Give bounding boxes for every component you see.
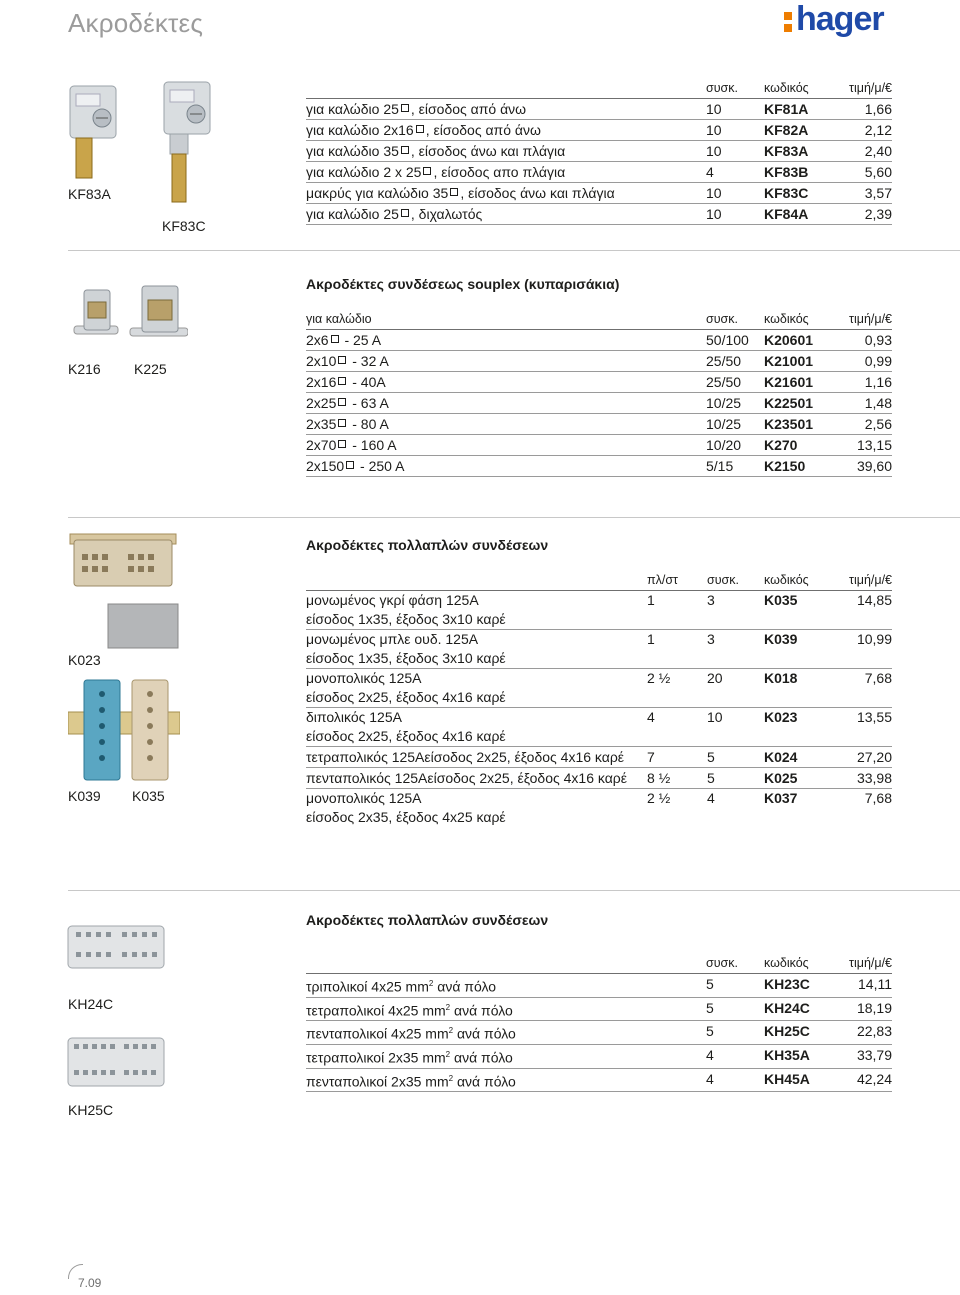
section-divider xyxy=(68,517,960,518)
row-desc-line1: πενταπολικός 125Aείσοδος 2x25, έξοδος 4x16 καρέ xyxy=(306,770,628,786)
row-price: 14,85 xyxy=(828,591,892,630)
square-mm-icon xyxy=(401,146,409,154)
table-row xyxy=(306,141,892,162)
row-pack: 5 xyxy=(707,768,764,789)
row-pack: 3 xyxy=(707,591,764,630)
section-divider xyxy=(68,890,960,891)
header-code: κωδικός xyxy=(764,953,828,974)
row-pack: 10 xyxy=(706,204,764,225)
row-code: K025 xyxy=(764,768,828,789)
row-pack: 10 xyxy=(706,99,764,120)
caption-k039: K039 xyxy=(68,788,101,804)
table-row xyxy=(306,669,892,708)
row-desc-end: , είσοδος από άνω xyxy=(410,101,527,117)
row-desc-line1: τετραπολικός 125Aείσοδος 2x25, έξοδος 4x16 καρέ xyxy=(306,749,625,765)
terminal-kf83a-image xyxy=(62,82,124,192)
square-mm-icon xyxy=(338,419,346,427)
table-row xyxy=(306,351,892,372)
row-desc-line2: είσοδος 2x35, έξοδος 4x25 καρέ xyxy=(306,809,506,825)
row-price: 3,57 xyxy=(828,183,892,204)
row-pack: 5 xyxy=(706,997,764,1021)
row-desc-line1: μονοπολικός 125A xyxy=(306,670,422,686)
multi-connection-table xyxy=(306,570,892,827)
row-desc-line1: μονωμένος γκρί φάση 125A xyxy=(306,592,479,608)
row-price: 14,11 xyxy=(828,974,892,998)
row-desc: για καλώδιο 25 xyxy=(306,101,399,117)
page-number: 7.09 xyxy=(78,1276,102,1290)
table-row xyxy=(306,789,892,828)
header-price: τιμή/μ/€ xyxy=(828,309,892,330)
row-poles: 2 ½ xyxy=(647,669,707,708)
header-code: κωδικός xyxy=(764,78,828,99)
row-desc-end: , είσοδος άνω και πλάγια xyxy=(410,143,566,159)
row-pack: 3 xyxy=(707,630,764,669)
table-header-row xyxy=(306,78,892,99)
row-code: KH25C xyxy=(764,1021,828,1045)
row-desc-end: - 25 A xyxy=(340,332,382,348)
caption-k035: K035 xyxy=(132,788,165,804)
row-price: 5,60 xyxy=(828,162,892,183)
row-desc-line1: μονωμένος μπλε ουδ. 125A xyxy=(306,631,479,647)
square-mm-icon xyxy=(416,125,424,133)
row-code: KH24C xyxy=(764,997,828,1021)
row-price: 7,68 xyxy=(864,790,892,806)
caption-k225: K225 xyxy=(134,361,167,377)
table-row xyxy=(306,393,892,414)
row-pack: 10/25 xyxy=(706,414,764,435)
section-divider xyxy=(68,250,960,251)
row-pack: 4 xyxy=(706,1044,764,1068)
row-code: KF83A xyxy=(764,141,828,162)
page-title: Ακροδέκτες xyxy=(68,8,204,38)
header-price: τιμή/μ/€ xyxy=(828,78,892,99)
row-code: KH45A xyxy=(764,1068,828,1092)
row-price: 2,56 xyxy=(828,414,892,435)
row-code: KF83C xyxy=(764,183,828,204)
row-desc: 2x6 xyxy=(306,332,329,348)
table-header-row xyxy=(306,953,892,974)
caption-kf83c: KF83C xyxy=(162,218,206,234)
table-row xyxy=(306,414,892,435)
row-price: 18,19 xyxy=(828,997,892,1021)
terminal-kf83c-image xyxy=(158,78,218,208)
row-desc: για καλώδιο 2x16 xyxy=(306,122,414,138)
row-desc: 2x35 xyxy=(306,416,337,432)
row-code: K024 xyxy=(764,747,828,768)
row-pack: 10 xyxy=(706,141,764,162)
row-desc-end: ανά πόλο xyxy=(433,978,497,995)
logo-text: hager xyxy=(796,0,884,38)
row-code: K21601 xyxy=(764,372,828,393)
table-header-row xyxy=(306,570,892,591)
row-code: K039 xyxy=(764,630,828,669)
row-code: KH23C xyxy=(764,974,828,998)
row-pack: 20 xyxy=(707,669,764,708)
table-row xyxy=(306,591,892,630)
row-code: K018 xyxy=(764,669,828,708)
row-desc-end: - 250 A xyxy=(356,458,405,474)
header-code: κωδικός xyxy=(764,570,828,591)
table-row xyxy=(306,162,892,183)
section-title-multi-1: Ακροδέκτες πολλαπλών συνδέσεων xyxy=(306,537,549,553)
row-price: 27,20 xyxy=(828,747,892,768)
souplex-terminals-image xyxy=(70,284,188,348)
square-mm-icon xyxy=(338,398,346,406)
section-title-souplex: Ακροδέκτες συνδέσεως souplex (κυπαρισάκια) xyxy=(306,276,620,292)
kh-terminals-table xyxy=(306,953,892,1092)
table-row: πενταπολικοί 4x25 $mm^2$ ανά πόλο 5 KH25C 22,83 xyxy=(306,1021,892,1045)
row-code: KF82A xyxy=(764,120,828,141)
row-desc-line2: είσοδος 1x35, έξοδος 3x10 καρέ xyxy=(306,650,506,666)
row-desc: μακρύς για καλώδιο 35 xyxy=(306,185,449,201)
table-row xyxy=(306,630,892,669)
row-desc-line2: είσοδος 2x25, έξοδος 4x16 καρέ xyxy=(306,689,506,705)
row-price: 33,98 xyxy=(828,768,892,789)
terminal-k023-image xyxy=(68,528,180,650)
row-price: 1,16 xyxy=(828,372,892,393)
row-desc-end: , είσοδος απο πλάγια xyxy=(433,164,566,180)
row-code: K023 xyxy=(764,708,828,747)
row-price: 42,24 xyxy=(828,1068,892,1092)
row-desc-line1: διπολικός 125A xyxy=(306,709,402,725)
row-pack: 50/100 xyxy=(706,330,764,351)
row-price: 2,40 xyxy=(828,141,892,162)
table-row: τριπολικοί 4x25 $mm^2$ ανά πόλο 5 KH23C 14,11 xyxy=(306,974,892,998)
square-mm-icon xyxy=(450,188,458,196)
row-desc-end: - 80 A xyxy=(348,416,389,432)
row-pack: 4 xyxy=(707,790,715,806)
row-pack: 5/15 xyxy=(706,456,764,477)
row-pack: 25/50 xyxy=(706,351,764,372)
table-row: τετραπολικοί 4x25 $mm^2$ ανά πόλο 5 KH24C 18,19 xyxy=(306,997,892,1021)
row-desc-end: , διχαλωτός xyxy=(410,206,483,222)
row-desc-end: - 63 A xyxy=(348,395,389,411)
row-pack: 5 xyxy=(706,1021,764,1045)
row-price: 7,68 xyxy=(828,669,892,708)
row-poles: 7 xyxy=(647,747,707,768)
row-desc: 2x16 xyxy=(306,374,337,390)
row-desc: για καλώδιο 35 xyxy=(306,143,399,159)
square-mm-icon xyxy=(401,209,409,217)
caption-k216: K216 xyxy=(68,361,101,377)
row-price: 1,66 xyxy=(828,99,892,120)
row-poles: 4 xyxy=(647,708,707,747)
row-code: KF83B xyxy=(764,162,828,183)
row-pack: 10 xyxy=(706,120,764,141)
header-price: τιμή/μ/€ xyxy=(828,953,892,974)
row-code: KF81A xyxy=(764,99,828,120)
header-pack: συσκ. xyxy=(706,78,764,99)
header-desc: για καλώδιο xyxy=(306,309,706,330)
row-price: 0,99 xyxy=(828,351,892,372)
row-desc-end: ανά πόλο xyxy=(450,1049,513,1066)
row-pack: 10 xyxy=(707,708,764,747)
row-price: 39,60 xyxy=(828,456,892,477)
row-price: 13,15 xyxy=(828,435,892,456)
terminals-k039-k035-image xyxy=(68,676,180,788)
table-row xyxy=(306,768,892,789)
logo-mark-icon xyxy=(782,10,794,38)
row-poles: 2 ½ xyxy=(647,790,671,806)
row-desc-end: , είσοδος από άνω xyxy=(425,122,541,138)
square-mm-icon xyxy=(338,356,346,364)
table-row xyxy=(306,120,892,141)
row-desc-line2: είσοδος 1x35, έξοδος 3x10 καρέ xyxy=(306,611,506,627)
row-desc: 2x10 xyxy=(306,353,337,369)
row-desc: πενταπολικοί 2x35 mm xyxy=(306,1073,449,1090)
row-desc: για καλώδιο 25 xyxy=(306,206,399,222)
row-code: KF84A xyxy=(764,204,828,225)
square-mm-icon xyxy=(338,377,346,385)
row-desc-end: , είσοδος άνω και πλάγια xyxy=(460,185,615,201)
table-row xyxy=(306,330,892,351)
row-desc-line1: μονοπολικός 125A xyxy=(306,790,422,806)
row-desc: τετραπολικοί 2x35 mm xyxy=(306,1049,446,1066)
table-row xyxy=(306,99,892,120)
row-code: K037 xyxy=(764,790,798,806)
row-pack: 10/20 xyxy=(706,435,764,456)
header-pack: συσκ. xyxy=(707,570,764,591)
caption-k023: K023 xyxy=(68,652,101,668)
row-poles: 8 ½ xyxy=(647,768,707,789)
row-code: K270 xyxy=(764,435,828,456)
row-pack: 5 xyxy=(707,747,764,768)
row-desc-end: ανά πόλο xyxy=(453,1073,516,1090)
square-mm-icon xyxy=(401,104,409,112)
row-pack: 5 xyxy=(706,974,764,998)
row-price: 1,48 xyxy=(828,393,892,414)
row-desc-end: - 160 A xyxy=(348,437,397,453)
row-price: 10,99 xyxy=(828,630,892,669)
row-poles: 1 xyxy=(647,630,707,669)
table-row xyxy=(306,708,892,747)
section-title-multi-2: Ακροδέκτες πολλαπλών συνδέσεων xyxy=(306,912,549,928)
header-code: κωδικός xyxy=(764,309,828,330)
square-mm-icon xyxy=(346,461,354,469)
row-price: 33,79 xyxy=(828,1044,892,1068)
row-desc: 2x70 xyxy=(306,437,337,453)
table-row xyxy=(306,435,892,456)
row-code: K2150 xyxy=(764,456,828,477)
row-desc-line2: είσοδος 2x25, έξοδος 4x16 καρέ xyxy=(306,728,506,744)
square-mm-icon xyxy=(423,167,431,175)
row-code: K21001 xyxy=(764,351,828,372)
row-desc: 2x25 xyxy=(306,395,337,411)
table-header-row xyxy=(306,309,892,330)
table-row xyxy=(306,372,892,393)
row-pack: 25/50 xyxy=(706,372,764,393)
header-pack: συσκ. xyxy=(706,953,764,974)
row-price: 2,12 xyxy=(828,120,892,141)
row-pack: 4 xyxy=(706,162,764,183)
square-mm-icon xyxy=(331,335,339,343)
row-price: 22,83 xyxy=(828,1021,892,1045)
row-desc-end: ανά πόλο xyxy=(450,1002,513,1019)
table-row xyxy=(306,456,892,477)
row-code: KH35A xyxy=(764,1044,828,1068)
header-price: τιμή/μ/€ xyxy=(828,570,892,591)
row-desc-end: ανά πόλο xyxy=(453,1025,516,1042)
table-row xyxy=(306,204,892,225)
row-desc: 2x150 xyxy=(306,458,345,474)
row-poles: 1 xyxy=(647,591,707,630)
row-code: K035 xyxy=(764,591,828,630)
row-price: 2,39 xyxy=(828,204,892,225)
row-desc: πενταπολικοί 4x25 mm xyxy=(306,1025,449,1042)
header-pack: συσκ. xyxy=(706,309,764,330)
row-desc: για καλώδιο 2 x 25 xyxy=(306,164,422,180)
row-code: K23501 xyxy=(764,414,828,435)
row-desc: τριπολικοί 4x25 mm xyxy=(306,978,429,995)
row-desc-end: - 32 A xyxy=(348,353,389,369)
caption-kf83a: KF83A xyxy=(68,186,111,202)
souplex-table xyxy=(306,309,892,477)
row-pack: 10 xyxy=(706,183,764,204)
terminal-kh25c-image xyxy=(66,1028,166,1096)
caption-kh25c: KH25C xyxy=(68,1102,114,1118)
row-desc: τετραπολικοί 4x25 mm xyxy=(306,1002,446,1019)
square-mm-icon xyxy=(338,440,346,448)
row-code: K20601 xyxy=(764,330,828,351)
row-pack: 4 xyxy=(706,1068,764,1092)
row-price: 0,93 xyxy=(828,330,892,351)
terminal-kh24c-image xyxy=(66,916,166,978)
row-price: 13,55 xyxy=(828,708,892,747)
table-row: πενταπολικοί 2x35 $mm^2$ ανά πόλο 4 KH45A 42,24 xyxy=(306,1068,892,1092)
row-desc-end: - 40A xyxy=(348,374,386,390)
row-pack: 10/25 xyxy=(706,393,764,414)
kf-terminals-table xyxy=(306,78,892,225)
row-code: K22501 xyxy=(764,393,828,414)
table-row xyxy=(306,747,892,768)
caption-kh24c: KH24C xyxy=(68,996,114,1012)
header-poles: πλ/στ xyxy=(647,570,707,591)
table-row xyxy=(306,183,892,204)
table-row: τετραπολικοί 2x35 $mm^2$ ανά πόλο 4 KH35A 33,79 xyxy=(306,1044,892,1068)
